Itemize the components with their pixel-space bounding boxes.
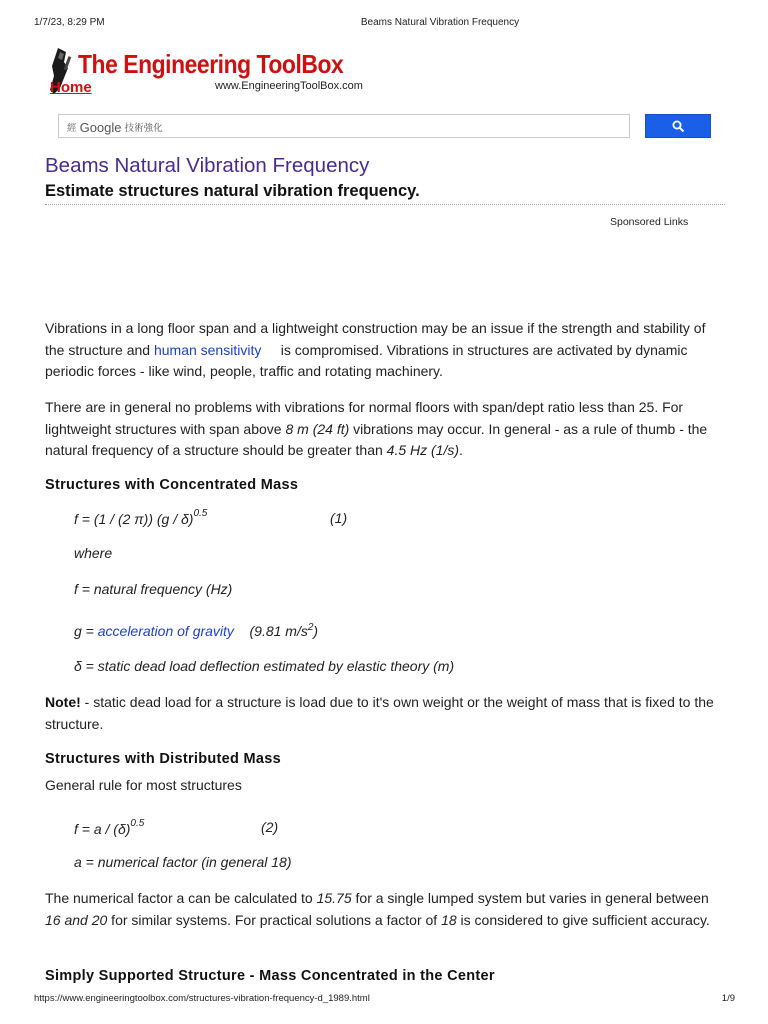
print-url: https://www.engineeringtoolbox.com/structures-vibration-frequency-d_1989.html <box>34 993 370 1004</box>
print-doc-title: Beams Natural Vibration Frequency <box>360 17 520 28</box>
factor-value-practical: 18 <box>441 911 457 928</box>
note-text: - static dead load for a structure is load due to it's own weight or the weight of mass that is fixed to the structure. <box>45 694 714 732</box>
factor-text-b: for a single lumped system but varies in general between <box>351 890 709 906</box>
home-link[interactable]: Home <box>50 79 92 96</box>
search-placeholder-suffix: 技術強化 <box>124 123 163 134</box>
human-sensitivity-link[interactable]: human sensitivity <box>153 341 262 358</box>
intro-p1-text-a: Vibrations in a long floor span and a lightweight construction may be an issue if the strength and stability of the structure and <box>45 320 706 358</box>
print-date: 1/7/23, 8:29 PM <box>34 17 105 28</box>
heading-distributed-mass: Structures with Distributed Mass <box>45 751 281 767</box>
factor-text-a: The numerical factor a can be calculated to <box>45 890 317 906</box>
google-wordmark: Google <box>79 120 122 135</box>
factor-text-d: is considered to give sufficient accuracy. <box>456 911 710 928</box>
factor-text-c: for similar systems. For practical solutions a factor of <box>107 911 442 928</box>
definition-delta: δ = static dead load deflection estimated by elastic theory (m) <box>74 658 455 674</box>
divider <box>45 204 725 205</box>
equation-1-text: f = (1 / (2 π)) (g / δ) <box>74 511 194 527</box>
page-number: 1/9 <box>721 993 735 1004</box>
equation-1 <box>74 508 207 527</box>
intro-p2-text-a: There are in general no problems with vibrations for normal floors with span/dept ratio less than 25. For lightweight structures with span above <box>45 399 684 437</box>
factor-range: 16 and 20 <box>45 911 108 928</box>
page-title: Beams Natural Vibration Frequency <box>45 154 370 177</box>
heading-concentrated-mass: Structures with Concentrated Mass <box>45 477 299 493</box>
definition-g <box>74 622 318 639</box>
equation-2 <box>74 818 144 837</box>
logo-title: The Engineering ToolBox <box>78 49 344 79</box>
print-footer <box>0 993 768 1007</box>
intro-p1-text-b: is compromised. Vibrations in structures are activated by dynamic periodic forces - like wind, people, traffic and rotating machinery. <box>45 341 692 379</box>
sponsored-links-label: Sponsored Links <box>610 216 689 228</box>
equation-2-number: (2) <box>261 819 279 835</box>
search-button[interactable] <box>645 114 711 138</box>
intro-p2-text-b: vibrations may occur. In general - as a rule of thumb - the natural frequency of a structure should be greater than <box>45 420 708 458</box>
print-header <box>0 17 768 31</box>
definition-g-value: (9.81 m/s <box>233 623 308 639</box>
numerical-factor-paragraph <box>45 888 725 931</box>
equation-2-text: f = a / (δ) <box>74 821 131 837</box>
site-logo[interactable] <box>44 46 384 102</box>
note-paragraph <box>45 692 725 735</box>
equation-1-exponent: 0.5 <box>193 508 208 519</box>
search-placeholder-prefix: 經 <box>67 123 77 134</box>
logo-url: www.EngineeringToolBox.com <box>215 80 363 92</box>
note-label: Note! <box>45 694 81 710</box>
heading-simply-supported: Simply Supported Structure - Mass Concentrated in the Center <box>45 968 495 984</box>
search-icon <box>672 120 685 133</box>
intro-p2-text-c: . <box>459 442 463 458</box>
definition-f: f = natural frequency (Hz) <box>74 581 233 597</box>
definition-g-prefix: g = <box>74 623 98 639</box>
factor-value-lumped: 15.75 <box>316 890 352 906</box>
acceleration-of-gravity-link[interactable]: acceleration of gravity <box>97 623 234 639</box>
search-placeholder <box>67 120 163 135</box>
definition-g-exponent: 2 <box>307 622 314 633</box>
equation-1-number: (1) <box>330 510 348 526</box>
intro-paragraph-2 <box>45 397 725 462</box>
intro-p2-frequency: 4.5 Hz (1/s) <box>386 442 460 458</box>
where-label: where <box>74 545 113 561</box>
page-subtitle: Estimate structures natural vibration frequency. <box>45 182 420 200</box>
definition-a: a = numerical factor (in general 18) <box>74 854 292 870</box>
intro-p2-span: 8 m (24 ft) <box>285 420 350 437</box>
intro-paragraph-1 <box>45 318 725 383</box>
definition-g-close: ) <box>313 623 319 639</box>
distributed-rule: General rule for most structures <box>45 777 242 793</box>
search-input[interactable] <box>58 114 630 138</box>
equation-2-exponent: 0.5 <box>130 818 145 829</box>
